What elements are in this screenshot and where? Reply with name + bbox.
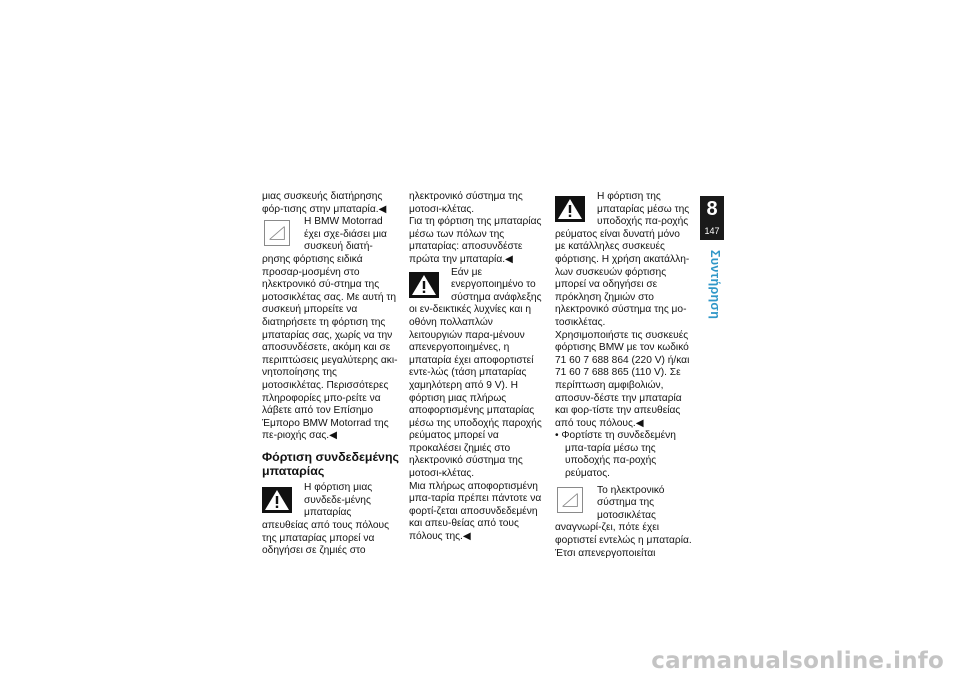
warning-triangle-icon <box>409 269 447 301</box>
warning-triangle-icon <box>262 484 300 516</box>
paragraph: Το ηλεκτρονικό σύστημα της μοτοσικλέτας αναγνωρί-ζει, πότε έχει φορτιστεί εντελώς η μπαταρία. Έτσι απενεργοποιείται <box>555 484 692 559</box>
text-column-2 <box>409 191 546 544</box>
paragraph: ηλεκτρονικό σύστημα της μοτοσι-κλέτας. <box>409 191 523 215</box>
bullet-text: Φορτίστε τη συνδεδεμένη μπα-ταρία μέσω της υποδοχής πα-ροχής ρεύματος. <box>561 430 676 480</box>
text-column-3 <box>555 191 692 560</box>
paragraph: Χρησιμοποιήστε τις συσκευές φόρτισης BMW με τον κωδικό 71 60 7 688 864 (220 V) ή/και 71 60 7 688 865 (110 V). Σε περίπτωση αμφιβολιών, αποσυν-δέστε την μπαταρία και φορ-τίστε την απευθείας από τους πόλους.◀ <box>555 329 690 429</box>
warning-triangle-icon <box>555 193 593 225</box>
paragraph: Η φόρτιση μιας συνδεδε-μένης μπαταρίας απευθείας από τους πόλους της μπαταρίας μπορεί να οδηγήσει σε ζημιές στο <box>262 482 389 557</box>
paragraph: Μια πλήρως αποφορτισμένη μπα-ταρία πρέπει πάντοτε να φορτί-ζεται αποσυνδεδεμένη και απευ-θείας από τους πόλους της.◀ <box>409 480 542 543</box>
paragraph: Η φόρτιση της μπαταρίας μέσω της υποδοχής πα-ροχής ρεύματος είναι δυνατή μόνο με κατάλληλες συσκευές φόρτισης. Η χρήση ακατάλλη-λων συσκευών φόρτισης μπορεί να οδηγήσει σε πρόκληση ζημιών στο ηλεκτρονικό σύστημα της μο-τοσικλέτας. <box>555 191 690 328</box>
chapter-tab <box>700 196 724 240</box>
bullet-marker: • <box>555 430 559 442</box>
chapter-number: 8 <box>706 198 718 220</box>
paragraph: μιας συσκευής διατήρησης φόρ-τισης στην μπαταρία.◀ <box>262 191 387 215</box>
note-icon <box>262 218 300 250</box>
section-label: Συντήρηση <box>708 250 722 320</box>
paragraph: Για τη φόρτιση της μπαταρίας μέσω των πόλων της μπαταρίας: αποσυνδέστε πρώτα την μπαταρία.◀ <box>409 216 542 265</box>
paragraph: Η BMW Motorrad έχει σχε-διάσει μια συσκευή διατή-ρησης φόρτισης ειδικά προσαρ-μοσμένη στο ηλεκτρονικό σύ-στημα της μοτοσικλέτας σας. Με αυτή τη συσκευή μπορείτε να διατηρήσετε τη φόρτιση της μπαταρίας σας, χωρίς να την αποσυνδέσετε, ακόμη και σε περιπτώσεις μεγαλύτερης ακι-νητοποίησης της μοτοσικλέτας. Περισσότερες πληροφορίες μπο-ρείτε να λάβετε από τον Επίσημο Έμπορο BMW Motorrad της πε-ριοχής σας.◀ <box>262 216 398 442</box>
page-number: 147 <box>704 226 720 236</box>
bullet-list-item <box>555 430 692 480</box>
section-heading: Φόρτιση συνδεδεμένης μπαταρίας <box>262 449 399 479</box>
paragraph: Εάν με ενεργοποιημένο το σύστημα ανάφλεξης οι εν-δεικτικές λυχνίες και η οθόνη πολλαπλών λειτουργιών παρα-μένουν απενεργοποιημένες, η μπαταρία έχει αποφορτιστεί εντε-λώς (τάση μπαταρίας χαμηλότερη από 9 V). Η φόρτιση μιας πλήρως αποφορτισμένης μπαταρίας μέσω της υποδοχής παροχής ρεύματος μπορεί να προκαλέσει ζημιές στο ηλεκτρονικό σύστημα της μοτοσι-κλέτας. <box>409 266 542 480</box>
watermark: carmanualsonline.info <box>651 648 944 674</box>
note-icon <box>555 485 593 517</box>
text-column-1 <box>262 191 399 558</box>
